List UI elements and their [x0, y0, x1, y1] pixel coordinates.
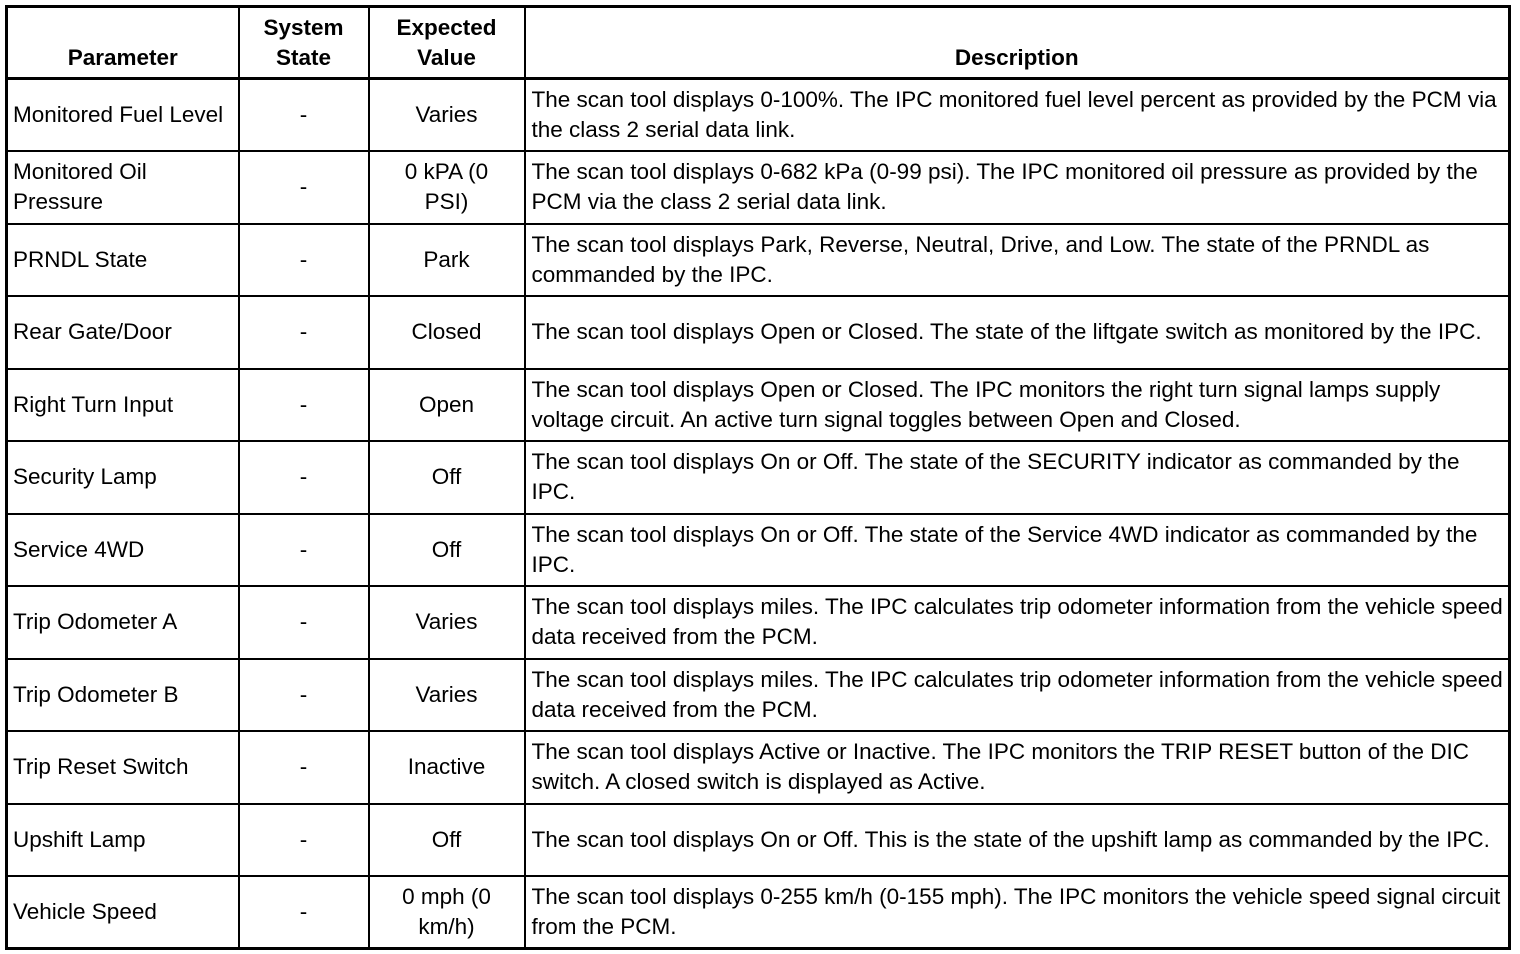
- cell-parameter: Trip Odometer A: [7, 586, 239, 659]
- cell-parameter: PRNDL State: [7, 224, 239, 297]
- cell-description: The scan tool displays 0-100%. The IPC monitored fuel level percent as provided by the PCM via the class 2 serial data link.: [525, 79, 1510, 152]
- cell-parameter: Security Lamp: [7, 441, 239, 514]
- cell-expected-value: Varies: [369, 79, 525, 152]
- cell-description: The scan tool displays miles. The IPC calculates trip odometer information from the vehicle speed data received from the PCM.: [525, 659, 1510, 732]
- cell-system-state: -: [239, 731, 369, 804]
- cell-parameter: Trip Reset Switch: [7, 731, 239, 804]
- cell-parameter: Monitored Oil Pressure: [7, 151, 239, 224]
- cell-description: The scan tool displays 0-682 kPa (0-99 psi). The IPC monitored oil pressure as provided by the PCM via the class 2 serial data link.: [525, 151, 1510, 224]
- header-system-state: [239, 7, 369, 79]
- table-row: [7, 296, 1510, 369]
- cell-system-state: -: [239, 224, 369, 297]
- cell-expected-value: [369, 151, 525, 224]
- table-row: [7, 224, 1510, 297]
- header-expected-value: [369, 7, 525, 79]
- table-header: [7, 7, 1510, 79]
- table-row: [7, 514, 1510, 587]
- table-body: [7, 79, 1510, 949]
- table-row: [7, 804, 1510, 877]
- cell-expected-value: Closed: [369, 296, 525, 369]
- cell-system-state: -: [239, 876, 369, 949]
- cell-expected-value: [369, 876, 525, 949]
- cell-system-state: -: [239, 441, 369, 514]
- cell-system-state: -: [239, 369, 369, 442]
- cell-parameter: Monitored Fuel Level: [7, 79, 239, 152]
- cell-system-state: -: [239, 804, 369, 877]
- cell-parameter: Right Turn Input: [7, 369, 239, 442]
- cell-system-state: -: [239, 79, 369, 152]
- table-row: [7, 659, 1510, 732]
- header-expected-value-label: Expected Value: [396, 15, 497, 70]
- header-system-state-label: System State: [263, 15, 344, 70]
- table-row: [7, 151, 1510, 224]
- cell-expected-value: Park: [369, 224, 525, 297]
- cell-description: The scan tool displays miles. The IPC calculates trip odometer information from the vehicle speed data received from the PCM.: [525, 586, 1510, 659]
- cell-description: The scan tool displays Park, Reverse, Neutral, Drive, and Low. The state of the PRNDL as commanded by the IPC.: [525, 224, 1510, 297]
- cell-description: The scan tool displays Open or Closed. The state of the liftgate switch as monitored by the IPC.: [525, 296, 1510, 369]
- cell-expected-value: Off: [369, 441, 525, 514]
- cell-description: The scan tool displays Open or Closed. The IPC monitors the right turn signal lamps supply voltage circuit. An active turn signal toggles between Open and Closed.: [525, 369, 1510, 442]
- cell-expected-value: Open: [369, 369, 525, 442]
- cell-description: The scan tool displays On or Off. The state of the SECURITY indicator as commanded by the IPC.: [525, 441, 1510, 514]
- cell-expected-value: Inactive: [369, 731, 525, 804]
- cell-description: The scan tool displays On or Off. The state of the Service 4WD indicator as commanded by the IPC.: [525, 514, 1510, 587]
- cell-system-state: -: [239, 151, 369, 224]
- header-description: Description: [525, 7, 1510, 79]
- table-row: [7, 876, 1510, 949]
- cell-expected-value: Varies: [369, 586, 525, 659]
- cell-parameter: Vehicle Speed: [7, 876, 239, 949]
- table-row: [7, 369, 1510, 442]
- cell-parameter: Service 4WD: [7, 514, 239, 587]
- cell-system-state: -: [239, 586, 369, 659]
- scan-tool-data-table: [5, 5, 1511, 950]
- cell-expected-value: Off: [369, 804, 525, 877]
- cell-expected-value: Varies: [369, 659, 525, 732]
- cell-parameter: Rear Gate/Door: [7, 296, 239, 369]
- table-row: [7, 441, 1510, 514]
- cell-expected-value-text: 0 mph (0 km/h): [402, 884, 491, 939]
- cell-expected-value-text: 0 kPA (0 PSI): [404, 159, 489, 215]
- table-row: [7, 731, 1510, 804]
- cell-description: The scan tool displays Active or Inactive. The IPC monitors the TRIP RESET button of the DIC switch. A closed switch is displayed as Active.: [525, 731, 1510, 804]
- cell-description: The scan tool displays 0-255 km/h (0-155 mph). The IPC monitors the vehicle speed signal circuit from the PCM.: [525, 876, 1510, 949]
- header-parameter: Parameter: [7, 7, 239, 79]
- header-row: [7, 7, 1510, 79]
- cell-description: The scan tool displays On or Off. This is the state of the upshift lamp as commanded by the IPC.: [525, 804, 1510, 877]
- table-row: [7, 586, 1510, 659]
- table-row: [7, 79, 1510, 152]
- cell-expected-value: Off: [369, 514, 525, 587]
- cell-system-state: -: [239, 296, 369, 369]
- cell-parameter: Upshift Lamp: [7, 804, 239, 877]
- cell-system-state: -: [239, 659, 369, 732]
- cell-system-state: -: [239, 514, 369, 587]
- cell-parameter: Trip Odometer B: [7, 659, 239, 732]
